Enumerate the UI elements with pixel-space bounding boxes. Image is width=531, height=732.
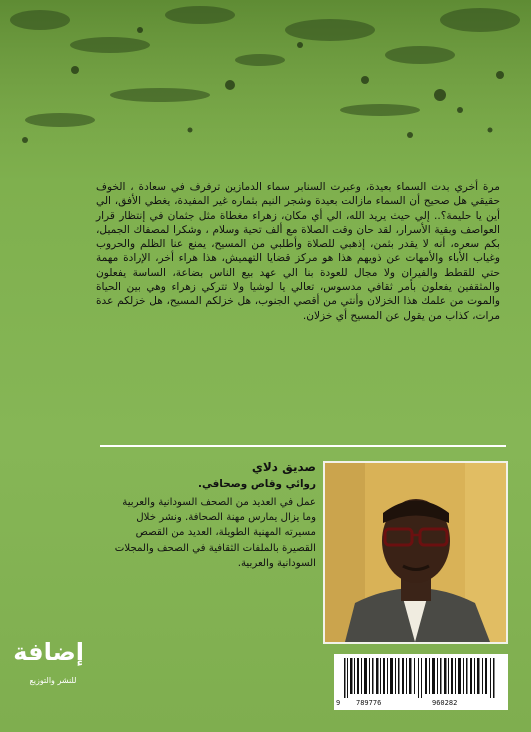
author-role: روائي وقاص وصحافي.: [198, 478, 316, 490]
author-bio: عمل في العديد من الصحف السودانية والعربية وما يزال يمارس مهنة الصحافة. ونشر خلال مسيرته المهنية الطويلة، العديد من القصص القصيرة بالملفات الثقافية في الصحف والمجلات السودانية والعربية.: [114, 497, 316, 569]
section-divider: [100, 445, 506, 447]
barcode-digits-left: 789776: [356, 699, 382, 707]
barcode: [334, 654, 508, 710]
ink-texture-decoration: [0, 0, 531, 165]
barcode-digit: 9: [336, 699, 341, 707]
publisher-logo-icon: [13, 638, 84, 700]
publisher-name: إضافة: [13, 638, 84, 666]
barcode-digits-right: 960282: [432, 699, 458, 707]
barcode-bars-icon: [340, 658, 502, 698]
author-name: صديق دلاي: [251, 460, 316, 474]
synopsis-text: مرة أخري بدت السماء بعيدة، وعبرت السنابر سماء الدمازين ترفرف في سعادة ، الخوف حقيقي هل صحيح أن السماء مازالت بعيدة وشجر النيم بثماره غير المفيدة، يغطي الأفق، الي أين يا حليمة؟.. إلي حيث يريد الله، الي أي مكان، زهراء مغطاة مثل جثمان في إنتظار قرار العواصف وبقية الأسرار، لقد حان وقت الصلاة مع ألف تحية وسلام ، وشكرا لمصفاك الجميل، بكم سعره، أنه لا يقدر بثمن، إذهبي للصلاة وأطلبي من المسيح، يمنع عنا الظلم والحروب وغياب الأباء والأمهات عن ذويهم هذا هو مركز قضايا التهميش، هذا هراء أخر، الإرادة مهمة حتي للقطط والفيران ولا مجال للعودة بنا الي عهد بيع الناس بضاعة، الساسة يفعلون والمثقفين يفعلون بأمر ثقافي مدسوس، تعالي يا لوشيا ولا تتركي زهراء وهي بين الحياة والموت من علمك هذا الخزلان وأنتي من أقصي الجنوب، هل خزلكم المسيح، هل خزلكم عدة مرات، كذاب من يقول عن المسيح أي خزلان.: [96, 181, 500, 322]
author-photo: [323, 461, 508, 644]
publisher-tagline: للنشر والتوزيع: [29, 676, 77, 685]
author-portrait-icon: [325, 463, 506, 642]
